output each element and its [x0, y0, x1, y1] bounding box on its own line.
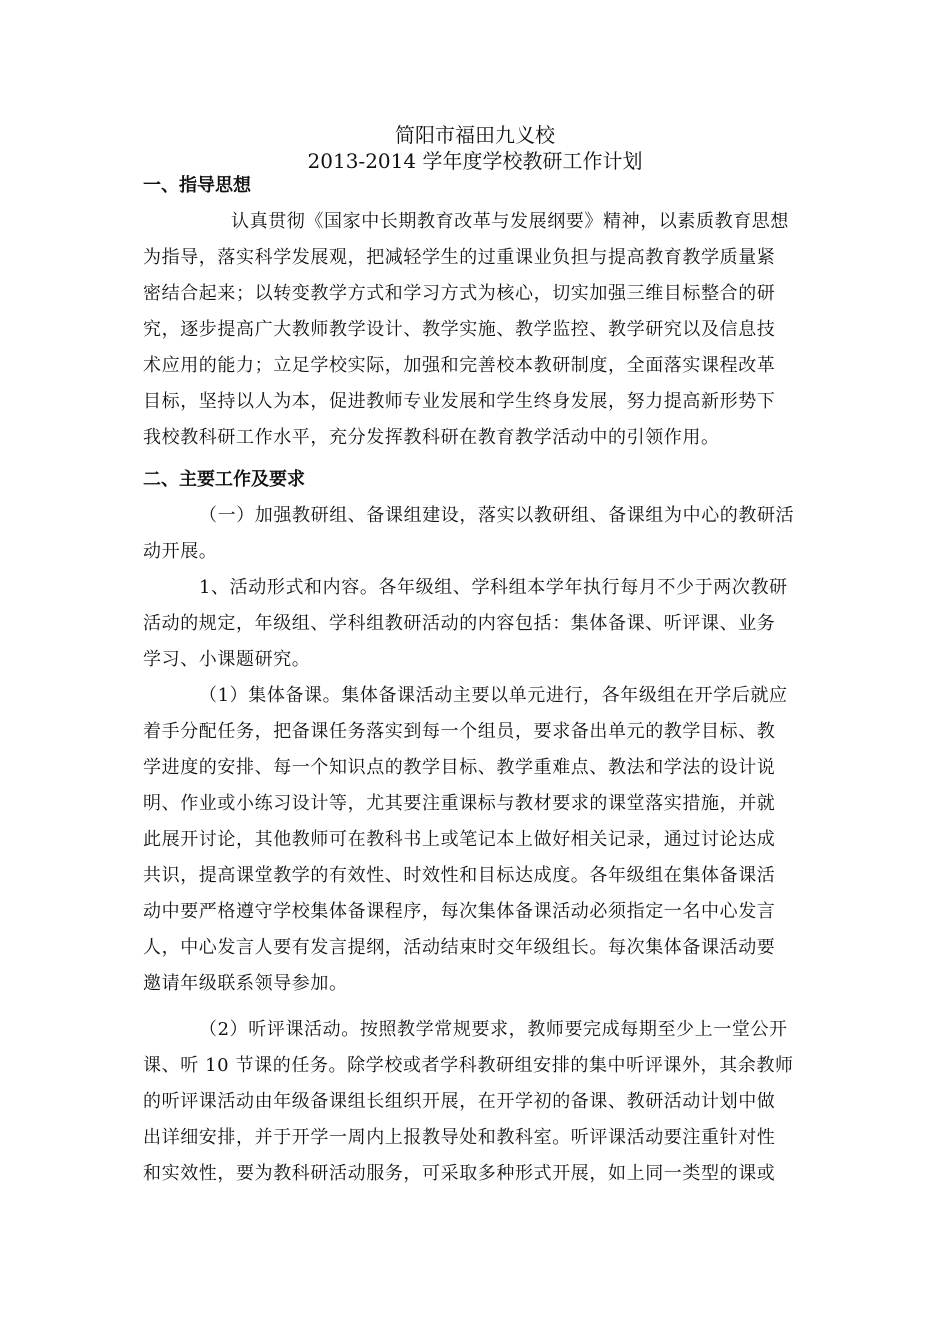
section-heading-main-work: 二、主要工作及要求 — [143, 469, 305, 490]
paragraph-line: 为指导，落实科学发展观，把减轻学生的过重课业负担与提高教育教学质量紧 — [143, 247, 776, 268]
paragraph-line: 学进度的安排、每一个知识点的教学目标、教学重难点、教法和学法的设计说 — [143, 757, 776, 778]
paragraph-line: 学习、小课题研究。 — [143, 649, 311, 670]
paragraph-line: 和实效性，要为教科研活动服务，可采取多种形式开展，如上同一类型的课或 — [143, 1163, 776, 1184]
paragraph-line: 动中要严格遵守学校集体备课程序，每次集体备课活动必须指定一名中心发言 — [143, 901, 776, 922]
paragraph-line: 密结合起来；以转变教学方式和学习方式为核心，切实加强三维目标整合的研 — [143, 283, 776, 304]
paragraph-line: 活动的规定，年级组、学科组教研活动的内容包括：集体备课、听评课、业务 — [143, 613, 776, 634]
paragraph-line: 共识，提高课堂教学的有效性、时效性和目标达成度。各年级组在集体备课活 — [143, 865, 776, 886]
document-title-plan: 2013-2014 学年度学校教研工作计划 — [307, 149, 643, 173]
paragraph-line: 1、活动形式和内容。各年级组、学科组本学年执行每月不少于两次教研 — [199, 577, 788, 598]
paragraph-line: 动开展。 — [143, 541, 218, 562]
paragraph-line: 我校教科研工作水平，充分发挥教科研在教育教学活动中的引领作用。 — [143, 427, 720, 448]
paragraph-line: 邀请年级联系领导参加。 — [143, 973, 348, 994]
paragraph-line: （一）加强教研组、备课组建设，落实以教研组、备课组为中心的教研活 — [199, 505, 795, 526]
paragraph-line: 的听评课活动由年级备课组长组织开展，在开学初的备课、教研活动计划中做 — [143, 1091, 776, 1112]
paragraph-line: 出详细安排，并于开学一周内上报教导处和教科室。听评课活动要注重针对性 — [143, 1127, 776, 1148]
paragraph-line: 课、听 10 节课的任务。除学校或者学科教研组安排的集中听评课外，其余教师 — [143, 1055, 794, 1076]
document-title-school: 简阳市福田九义校 — [395, 123, 555, 147]
paragraph-line: 目标，坚持以人为本，促进教师专业发展和学生终身发展，努力提高新形势下 — [143, 391, 776, 412]
paragraph-line: 明、作业或小练习设计等，尤其要注重课标与教材要求的课堂落实措施，并就 — [143, 793, 776, 814]
paragraph-line: 此展开讨论，其他教师可在教科书上或笔记本上做好相关记录，通过讨论达成 — [143, 829, 776, 850]
paragraph-line: 人，中心发言人要有发言提纲，活动结束时交年级组长。每次集体备课活动要 — [143, 937, 776, 958]
paragraph-line: 究，逐步提高广大教师教学设计、教学实施、教学监控、教学研究以及信息技 — [143, 319, 776, 340]
paragraph-line: 着手分配任务，把备课任务落实到每一个组员，要求备出单元的教学目标、教 — [143, 721, 776, 742]
section-heading-guiding-ideology: 一、指导思想 — [143, 175, 251, 196]
paragraph-line: 认真贯彻《国家中长期教育改革与发展纲要》精神，以素质教育思想 — [231, 211, 789, 232]
paragraph-line: （1）集体备课。集体备课活动主要以单元进行，各年级组在开学后就应 — [199, 685, 788, 706]
paragraph-line: （2）听评课活动。按照教学常规要求，教师要完成每期至少上一堂公开 — [199, 1019, 788, 1040]
paragraph-line: 术应用的能力；立足学校实际，加强和完善校本教研制度，全面落实课程改革 — [143, 355, 776, 376]
